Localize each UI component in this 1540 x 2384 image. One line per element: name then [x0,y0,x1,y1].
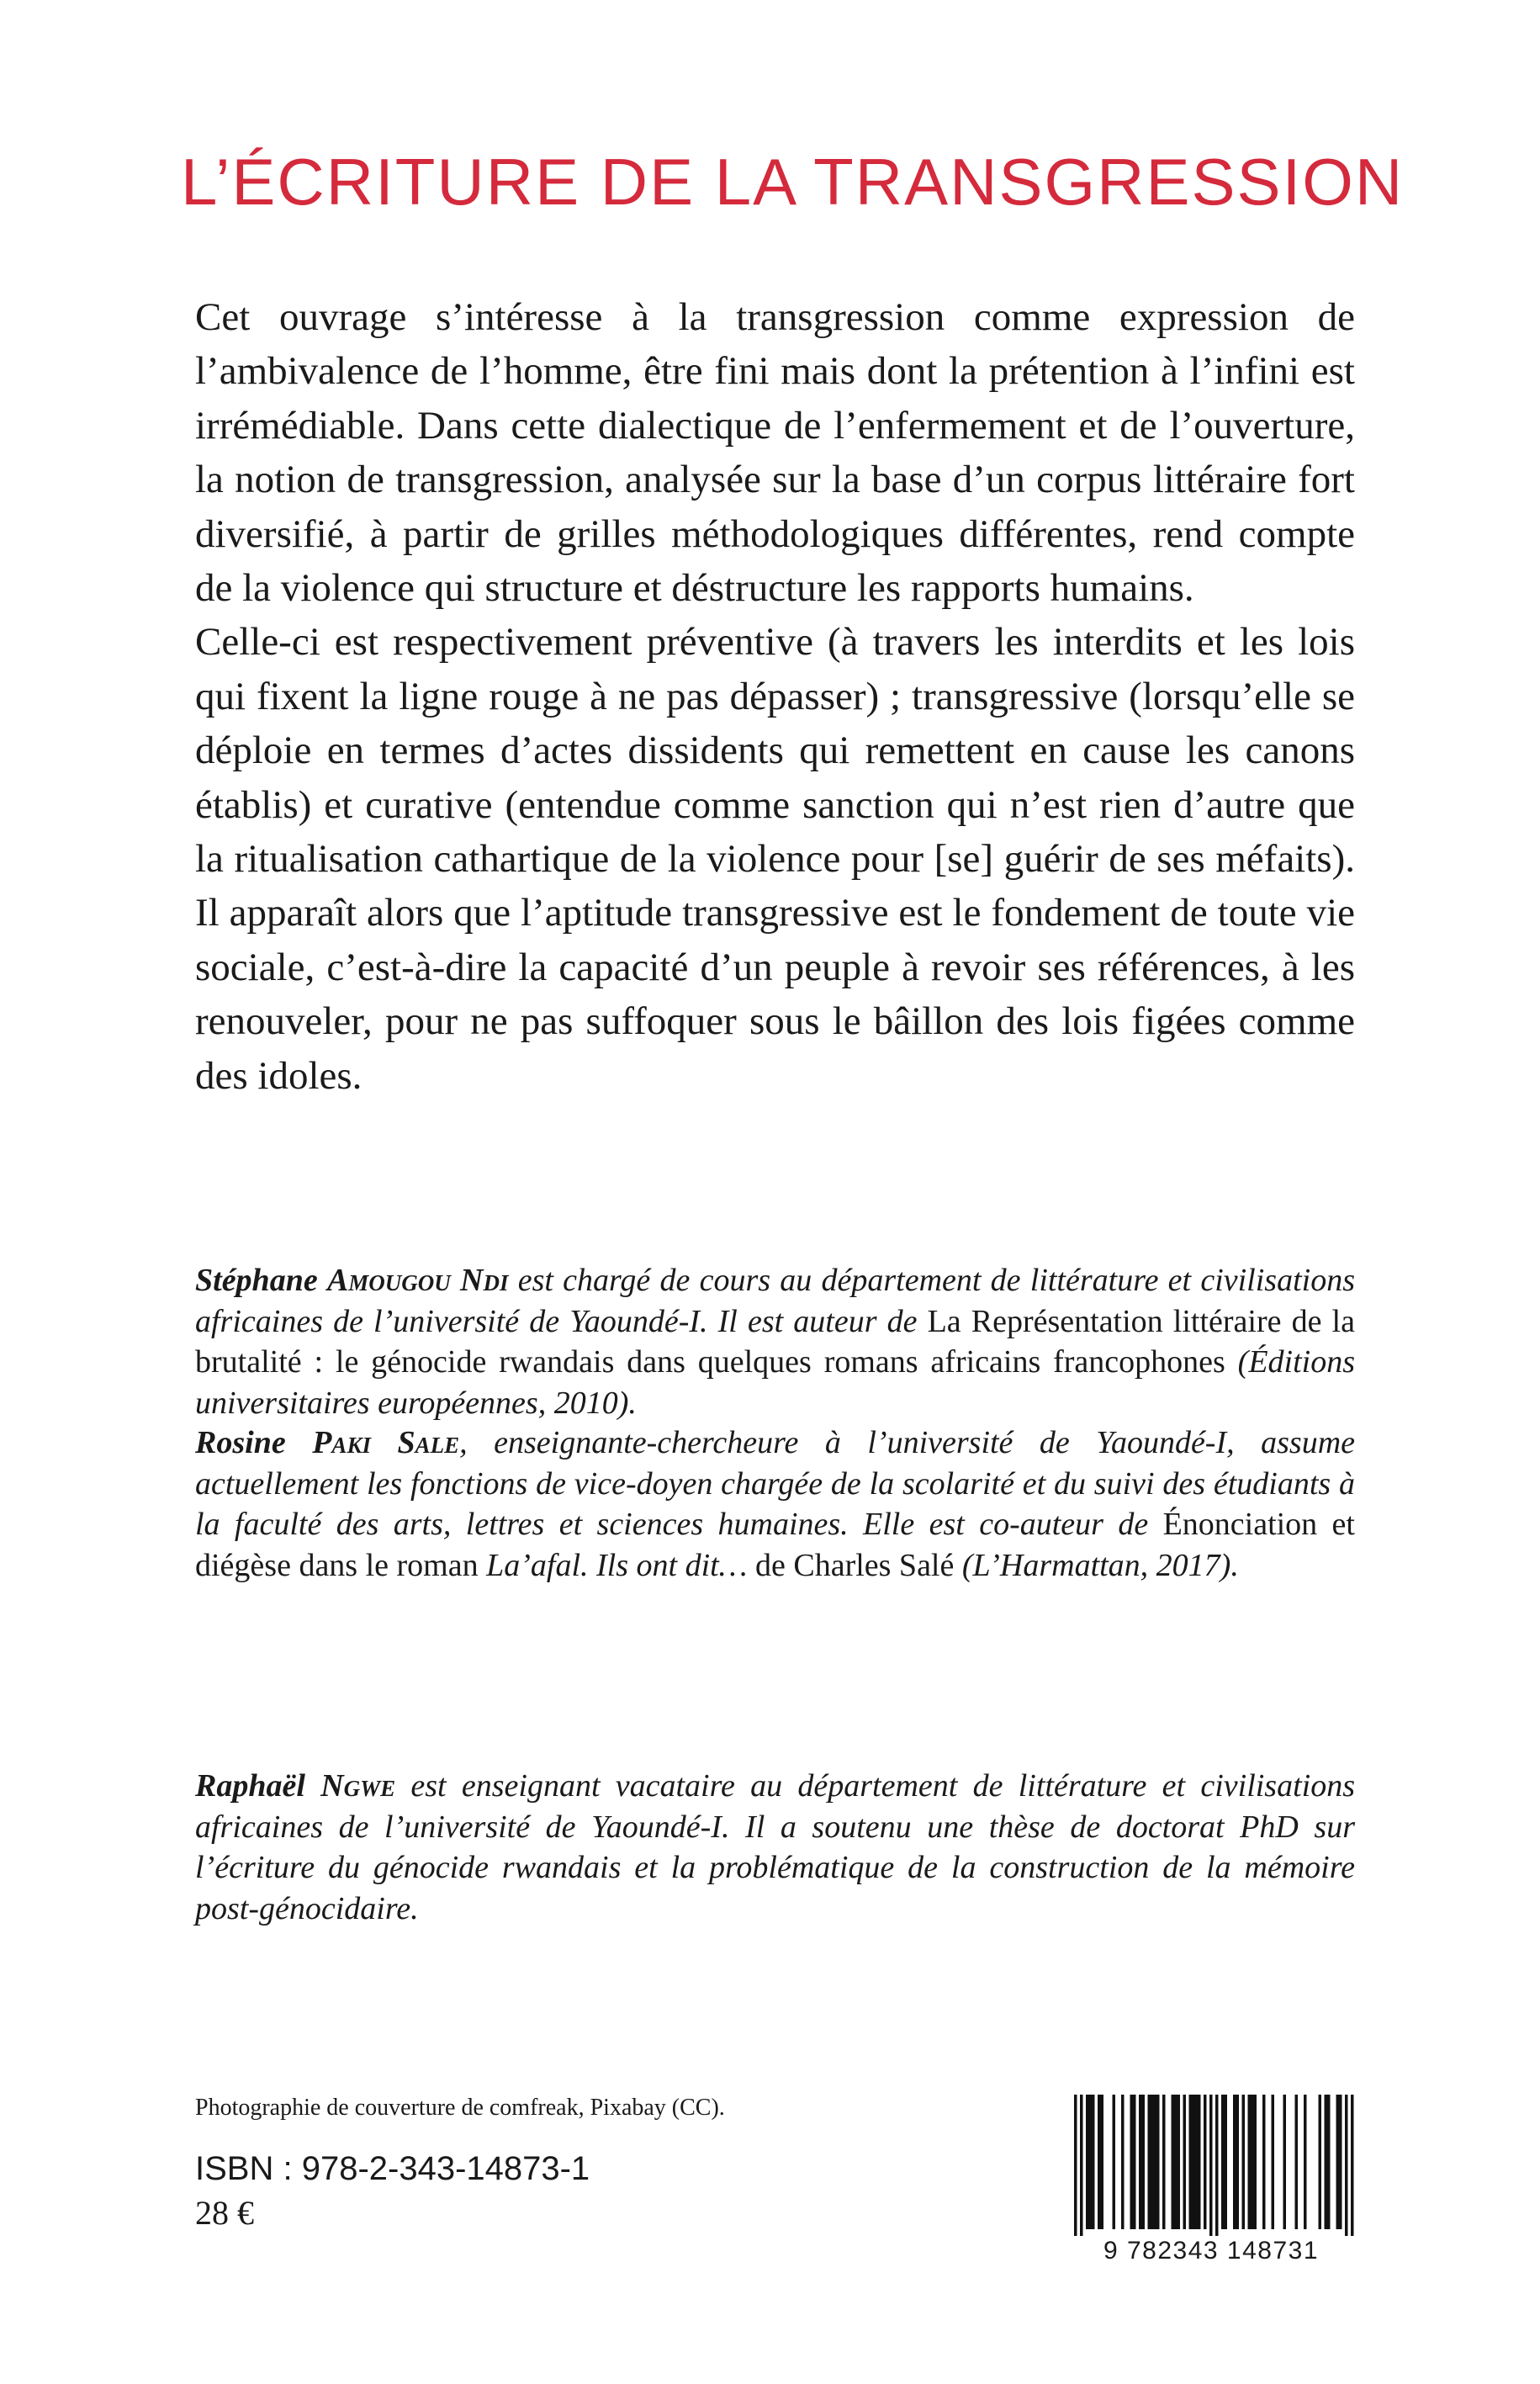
barcode-bar [1154,2095,1157,2229]
barcode-bar [1339,2095,1342,2229]
bio-publisher: (L’Harmattan, 2017). [954,1547,1239,1583]
price: 28 € [195,2194,254,2232]
barcode-bar [1101,2095,1104,2229]
barcode-bar [1327,2095,1331,2229]
barcode-bar [1113,2095,1116,2229]
bio-work-title: Énonciation et diégèse dans le roman [195,1507,1355,1583]
bio-text: est enseignant vacataire au département de littérature et civilisations africaines de l’université de Yaoundé-I. Il a soutenu une thèse de doctorat PhD sur l’écriture du génocide rwandais et la problématique de la construction de la mémoire post-génocidaire. [195,1768,1356,1926]
summary-paragraph-1: Cet ouvrage s’intéresse à la transgression comme expression de l’ambivalence de l’homme, être fini mais dont la prétention à l’infini est irrémédiable. Dans cette dialectique de l’enfermement et de l’ouverture, la notion de transgression, analysée sur la base d’un corpus littéraire fort diversifié, à partir de grilles méthodologiques différentes, rend compte de la violence qui structure et déstructure les rapports humains. [195,295,1355,611]
barcode-bars [1056,2095,1367,2236]
barcode-bar [1248,2095,1252,2229]
isbn: ISBN : 978-2-343-14873-1 [195,2150,590,2187]
barcode-bar [1121,2095,1125,2229]
bio-work-title: La Représentation littéraire de la brutalité : le génocide rwandais dans quelques romans africains francophones [195,1303,1355,1380]
bio-work-author: de Charles Salé [747,1547,955,1583]
barcode-bar [1195,2095,1199,2229]
barcode-bar [1086,2095,1089,2229]
barcode-bar [1089,2095,1093,2229]
barcode-bar [1254,2095,1257,2229]
author-last-name: Paki Sale [312,1425,460,1460]
book-summary [195,290,1355,1103]
barcode-bar [1221,2095,1225,2229]
barcode-digits: 9 782343 148731 [1103,2237,1320,2265]
barcode-bar [1242,2095,1246,2229]
barcode-bar [1189,2095,1193,2229]
barcode-bar [1225,2095,1228,2229]
barcode-bar [1325,2095,1328,2229]
barcode-bar [1198,2095,1201,2229]
barcode-bar [1319,2095,1322,2229]
author-last-name: Amougou Ndi [326,1263,509,1298]
barcode [1056,2095,1367,2267]
barcode-bar [1156,2095,1160,2229]
barcode-bar [1092,2095,1095,2229]
barcode-bar [1251,2095,1254,2229]
book-title: L’ÉCRITURE DE LA TRANSGRESSION [181,145,1405,219]
barcode-bar [1172,2095,1175,2229]
author-first-name: Rosine [195,1425,286,1460]
barcode-bar [1174,2095,1177,2229]
bio-text: est chargé de cours au département de littérature et civilisations africaines de l’université de Yaoundé-I. Il est auteur de [195,1263,1355,1339]
barcode-bar [1204,2095,1207,2229]
author-bio-ngwe [195,1766,1355,1929]
summary-paragraph-2: Celle-ci est respectivement préventive (à travers les interdits et les lois qui fixent la ligne rouge à ne pas dépasser) ; transgressive (lorsqu’elle se déploie en termes d’actes dissidents qui remettent en cause les canons établis) et curative (entendue comme sanction qui n’est rien d’autre que la ritualisation cathartique de la violence pour [se] guérir de ses méfaits). Il apparaît alors que l’aptitude transgressive est le fondement de toute vie sociale, c’est-à-dire la capacité d’un peuple à revoir ses références, à les renouveler, pour ne pas suffoquer sous le bâillon des lois figées comme des idoles. [195,620,1355,1098]
barcode-bar [1209,2095,1213,2236]
author-bio-amougou-ndi [195,1260,1355,1423]
barcode-bar [1233,2095,1236,2229]
barcode-bar [1262,2095,1266,2229]
bio-work-title-italic: La’afal. Ils ont dit… [486,1547,748,1583]
photo-credit: Photographie de couverture de comfreak, Pixabay (CC). [195,2095,725,2121]
barcode-bar [1148,2095,1151,2229]
barcode-bar [1139,2095,1142,2229]
barcode-bar [1080,2095,1083,2236]
barcode-bar [1098,2095,1101,2229]
barcode-bar [1074,2095,1077,2236]
barcode-bar [1162,2095,1166,2229]
author-first-name: Stéphane [195,1263,318,1298]
barcode-bar [1351,2095,1354,2236]
barcode-bar [1295,2095,1299,2229]
barcode-bar [1336,2095,1340,2229]
author-bio-paki-sale [195,1422,1355,1586]
barcode-bar [1177,2095,1181,2229]
bio-publisher: (Éditions universitaires européennes, 2010). [195,1344,1355,1421]
barcode-bar [1304,2095,1307,2229]
barcode-bar [1183,2095,1187,2229]
barcode-bar [1272,2095,1275,2229]
bio-text: , enseignante-chercheure à l’université de Yaoundé-I, assume actuellement les fonctions de vice-doyen chargée de la scolarité et du suivi des étudiants à la faculté des arts, lettres et sciences humaines. Elle est co-auteur de [195,1425,1356,1542]
author-first-name: Raphaël [195,1768,305,1804]
barcode-bar [1192,2095,1195,2229]
barcode-bar [1283,2095,1287,2229]
barcode-bar [1151,2095,1154,2229]
barcode-bar [1215,2095,1219,2236]
barcode-bar [1133,2095,1136,2229]
author-last-name: Ngwe [320,1768,396,1804]
barcode-bar [1130,2095,1134,2229]
barcode-bar [1142,2095,1146,2229]
barcode-bar [1345,2095,1348,2236]
barcode-bar [1236,2095,1240,2229]
